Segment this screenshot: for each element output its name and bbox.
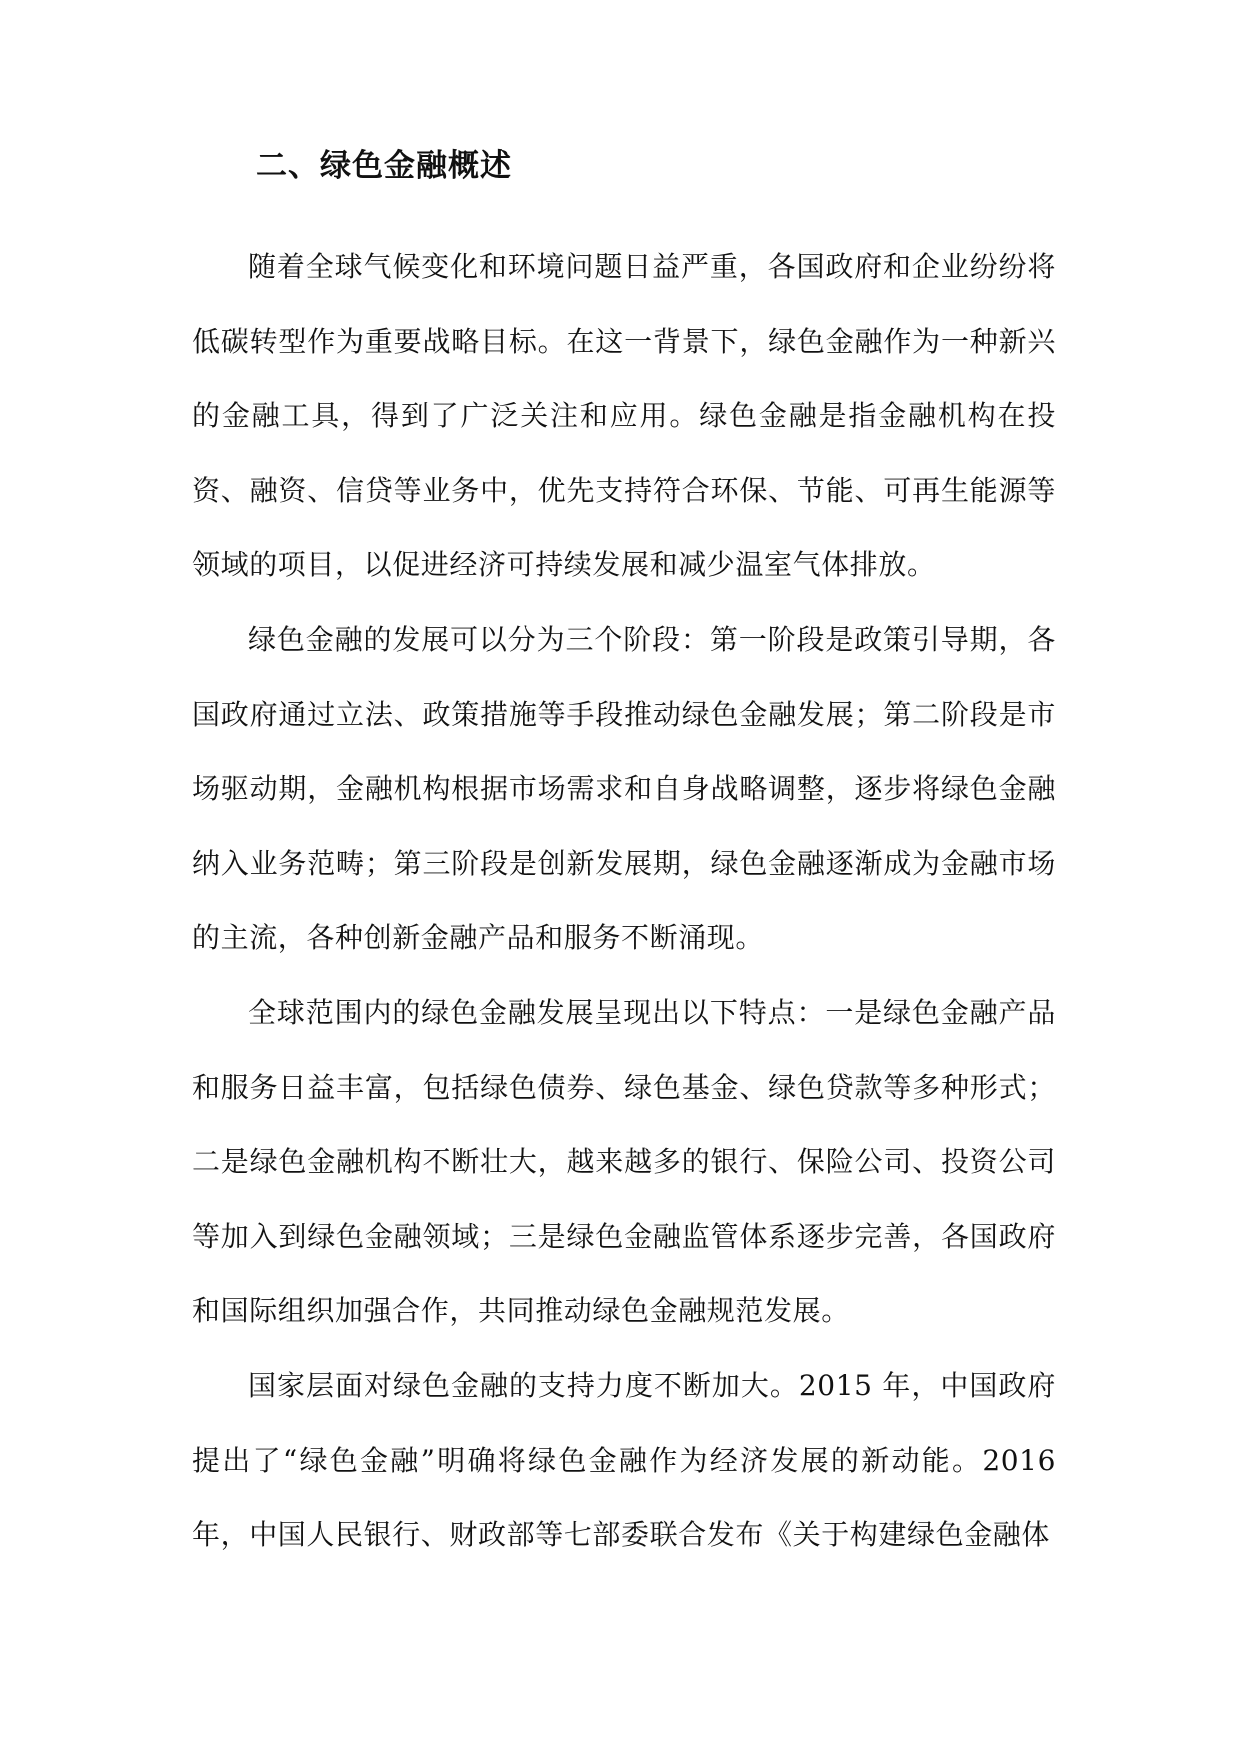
body-text [192, 230, 1056, 1573]
paragraph-4: 国家层面对绿色金融的支持力度不断加大。2015 年，中国政府提出了“绿色金融”明确将绿色金融作为经济发展的新动能。2016年，中国人民银行、财政部等七部委联合发布《关于构建绿色金融体 [192, 1368, 1056, 1552]
paragraph-2: 绿色金融的发展可以分为三个阶段：第一阶段是政策引导期，各国政府通过立法、政策措施等手段推动绿色金融发展；第二阶段是市场驱动期，金融机构根据市场需求和自身战略调整，逐步将绿色金融纳入业务范畴；第三阶段是创新发展期，绿色金融逐渐成为金融市场的主流，各种创新金融产品和服务不断涌现。 [192, 622, 1056, 955]
paragraph-3: 全球范围内的绿色金融发展呈现出以下特点：一是绿色金融产品和服务日益丰富，包括绿色债券、绿色基金、绿色贷款等多种形式；二是绿色金融机构不断壮大，越来越多的银行、保险公司、投资公司等加入到绿色金融领域；三是绿色金融监管体系逐步完善，各国政府和国际组织加强合作，共同推动绿色金融规范发展。 [192, 995, 1056, 1328]
paragraph-1: 随着全球气候变化和环境问题日益严重，各国政府和企业纷纷将低碳转型作为重要战略目标。在这一背景下，绿色金融作为一种新兴的金融工具，得到了广泛关注和应用。绿色金融是指金融机构在投资、融资、信贷等业务中，优先支持符合环保、节能、可再生能源等领域的项目，以促进经济可持续发展和减少温室气体排放。 [192, 250, 1056, 582]
section-heading: 二、绿色金融概述 [256, 148, 512, 184]
